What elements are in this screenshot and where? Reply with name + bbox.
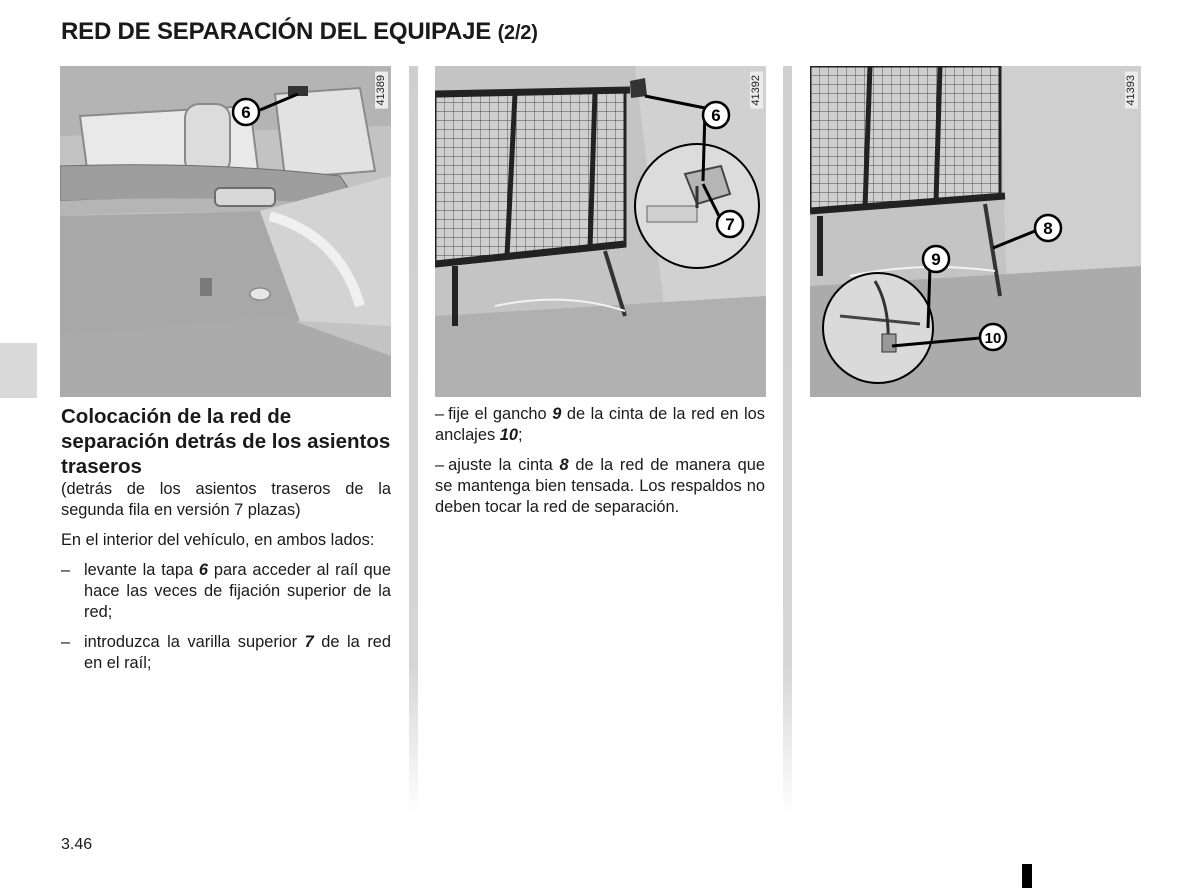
figure-2-illustration: [435, 66, 766, 397]
ref-number: 10: [499, 426, 518, 444]
step-text: ajuste la cinta: [448, 456, 560, 474]
callout-6: 6: [241, 103, 251, 122]
figure-code: 41389: [375, 72, 388, 109]
step-text: de la cinta de la red en los anclajes: [435, 405, 765, 444]
column-2: [435, 404, 765, 527]
section-heading: Colocación de la red de separación detrás de los asientos traseros: [61, 405, 391, 478]
dash: –: [435, 456, 445, 474]
ref-number: 9: [552, 405, 562, 423]
step-text: fije el gancho: [448, 405, 553, 423]
ref-number: 8: [559, 456, 569, 474]
column-divider-2: [783, 66, 792, 816]
step-item: [61, 560, 391, 623]
title-text: RED DE SEPARACIÓN DEL EQUIPAJE: [61, 18, 492, 45]
step-text: de la red de manera que se mantenga bien tensada. Los respaldos no deben tocar la red de separación.: [435, 456, 766, 516]
dash: –: [61, 633, 71, 651]
figure-3-illustration: [810, 66, 1141, 397]
step-text: de la red en el raíl;: [84, 633, 392, 672]
step-text: levante la tapa: [84, 561, 199, 579]
title-part: (2/2): [497, 22, 538, 44]
page-title: [61, 18, 538, 46]
step-text: ;: [517, 426, 523, 444]
ref-number: 7: [304, 633, 314, 651]
callout-8: 8: [1043, 219, 1053, 238]
callout-9: 9: [931, 250, 941, 269]
figure-3: [810, 66, 1141, 397]
figure-1-illustration: [60, 66, 391, 397]
page-number: 3.46: [61, 836, 93, 853]
step-text: para acceder al raíl que hace las veces de fijación superior de la red;: [84, 561, 391, 621]
figure-code: 41393: [1125, 72, 1138, 109]
figure-2: [435, 66, 766, 397]
dash: –: [61, 561, 71, 579]
callout-7: 7: [725, 215, 735, 234]
section-note: (detrás de los asientos traseros de la segunda fila en versión 7 plazas): [61, 480, 391, 519]
step-item: [435, 404, 765, 446]
figure-1: [60, 66, 391, 397]
dash: –: [435, 405, 445, 423]
step-text: introduzca la varilla superior: [84, 633, 305, 651]
step-item: [61, 632, 391, 674]
column-divider-1: [409, 66, 418, 816]
step-item: [435, 455, 765, 518]
ref-number: 6: [198, 561, 209, 579]
chapter-tab: [0, 343, 37, 398]
callout-6: 6: [711, 106, 721, 125]
column-1: [61, 404, 391, 683]
intro-text: En el interior del vehículo, en ambos lados:: [61, 531, 375, 549]
figure-code: 41392: [750, 72, 763, 109]
corner-mark: [1022, 864, 1032, 888]
callout-10: 10: [984, 330, 1002, 347]
